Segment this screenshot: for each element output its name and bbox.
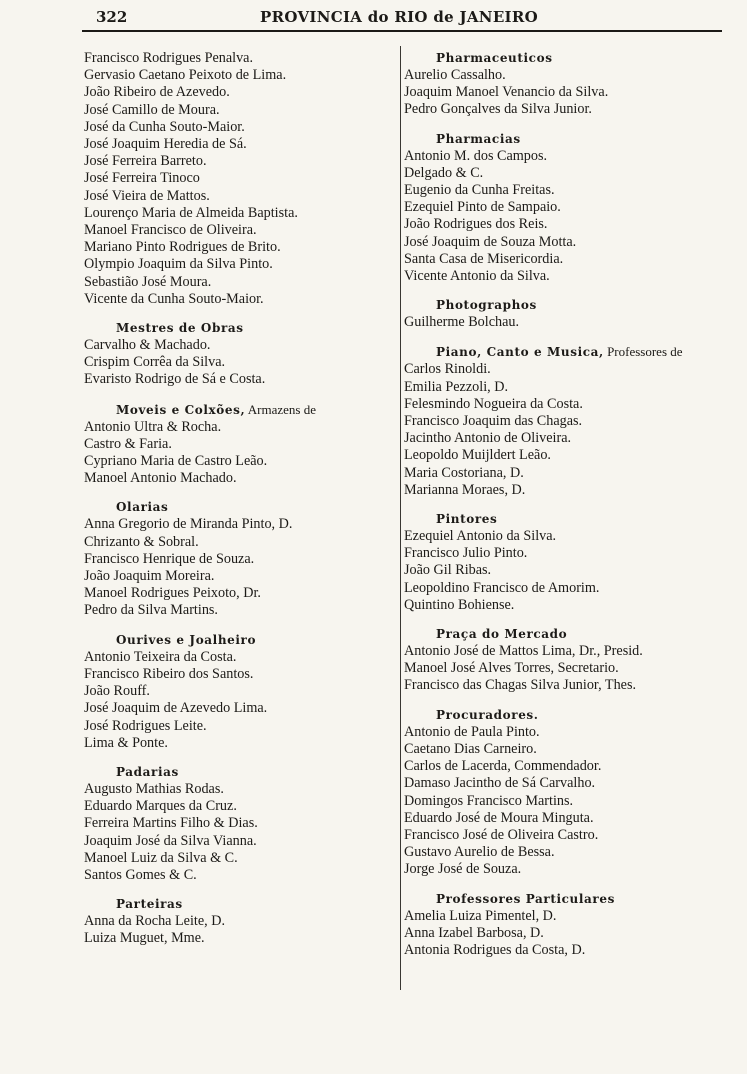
section-heading	[404, 511, 734, 528]
directory-entry: Antonio de Paula Pinto.	[404, 723, 540, 740]
directory-entry: Francisco das Chagas Silva Junior, Thes.	[404, 677, 637, 694]
directory-entry: Cypriano Maria de Castro Leão.	[84, 453, 268, 470]
directory-entry: Manoel Luiz da Silva & C.	[84, 849, 238, 866]
directory-entry: Gervasio Caetano Peixoto de Lima.	[84, 67, 287, 84]
section-heading	[404, 297, 734, 314]
section-pharmacias	[404, 131, 734, 286]
section-heading	[404, 131, 734, 148]
directory-entry: Jacintho Antonio de Oliveira.	[404, 430, 572, 447]
directory-entry: João Rodrigues dos Reis.	[404, 216, 548, 233]
directory-entry: Chrizanto & Sobral.	[84, 533, 199, 550]
section-professores-particulares	[404, 891, 734, 960]
section-heading	[84, 764, 392, 781]
directory-entry: Eduardo José de Moura Minguta.	[404, 809, 594, 826]
directory-entry: Joaquim Manoel Venancio da Silva.	[404, 84, 609, 101]
section-procuradores	[404, 707, 734, 879]
directory-entry: Ezequiel Antonio da Silva.	[404, 528, 557, 545]
directory-entry: Guilherme Bolchau.	[404, 314, 520, 331]
section-heading-title: Photographos	[436, 298, 537, 313]
directory-entry: Anna da Rocha Leite, D.	[84, 913, 226, 930]
section-heading-title: Procuradores.	[436, 707, 539, 722]
directory-entry: Anna Izabel Barbosa, D.	[404, 924, 544, 941]
directory-entry: Antonio Teixeira da Costa.	[84, 648, 237, 665]
directory-entry: José Joaquim de Azevedo Lima.	[84, 700, 268, 717]
directory-entry: Manoel Antonio Machado.	[84, 470, 237, 487]
directory-entry: João Rouff.	[84, 683, 150, 700]
section-padarias	[84, 764, 392, 884]
directory-entry: Ezequiel Pinto de Sampaio.	[404, 199, 561, 216]
directory-entry: Santos Gomes & C.	[84, 866, 197, 883]
directory-entry: Carvalho & Machado.	[84, 337, 211, 354]
section-olarias	[84, 499, 392, 619]
section-heading-title: Parteiras	[116, 897, 183, 912]
directory-entry: Aurelio Cassalho.	[404, 67, 506, 83]
directory-entry: Lima & Ponte.	[84, 734, 168, 751]
directory-entry: José Joaquim Heredia de Sá.	[84, 136, 247, 153]
directory-entry: Vicente da Cunha Souto-Maior.	[84, 290, 264, 307]
section-moveis-e-colxoes	[84, 401, 392, 488]
directory-entry: Mariano Pinto Rodrigues de Brito.	[84, 239, 281, 256]
section-heading	[404, 707, 734, 724]
directory-entry: José Ferreira Tinoco	[84, 170, 200, 187]
page-header	[90, 6, 720, 30]
directory-entry: Maria Costoriana, D.	[404, 464, 524, 481]
directory-entry: Sebastião José Moura.	[84, 273, 212, 290]
directory-entry: Francisco Ribeiro dos Santos.	[84, 665, 254, 682]
directory-entry: Caetano Dias Carneiro.	[404, 740, 537, 757]
section-heading	[84, 320, 392, 337]
directory-entry: Vicente Antonio da Silva.	[404, 268, 550, 285]
directory-entry: Francisco Henrique de Souza.	[84, 550, 255, 567]
section-praca-do-mercado	[404, 626, 734, 695]
directory-entry: Olympio Joaquim da Silva Pinto.	[84, 256, 273, 273]
directory-entry: José Rodrigues Leite.	[84, 717, 207, 734]
directory-entry: Francisco José de Oliveira Castro.	[404, 826, 599, 843]
directory-entry: Pedro da Silva Martins.	[84, 602, 218, 619]
directory-entry: Emilia Pezzoli, D.	[404, 378, 509, 395]
section-heading-title: Moveis e Colxões,	[116, 402, 246, 417]
section-heading-title: Piano, Canto e Musica,	[436, 345, 604, 360]
section-heading-title: Pintores	[436, 512, 498, 527]
section-heading-title: Padarias	[116, 764, 179, 779]
directory-entry: Ferreira Martins Filho & Dias.	[84, 815, 258, 832]
section-piano-canto-e-musica	[404, 343, 734, 499]
section-heading	[404, 343, 734, 361]
directory-entry: José Camillo de Moura.	[84, 101, 220, 118]
directory-entry: Castro & Faria.	[84, 435, 172, 452]
section-heading-note: Professores de	[603, 344, 683, 360]
directory-entry: Joaquim José da Silva Vianna.	[84, 832, 257, 849]
directory-entry: José Vieira de Mattos.	[84, 187, 210, 204]
section-heading	[404, 626, 734, 643]
directory-entry: Domingos Francisco Martins.	[404, 792, 574, 809]
section-heading	[84, 499, 392, 516]
directory-entry: João Ribeiro de Azevedo.	[84, 84, 230, 101]
section-heading-title: Pharmaceuticos	[436, 51, 553, 65]
directory-entry: Francisco Rodrigues Penalva.	[84, 50, 254, 66]
column-divider	[400, 46, 401, 990]
directory-entry: Evaristo Rodrigo de Sá e Costa.	[84, 371, 266, 388]
directory-entry: Eugenio da Cunha Freitas.	[404, 182, 555, 199]
directory-entry: José Ferreira Barreto.	[84, 153, 207, 170]
directory-entry: Carlos Rinoldi.	[404, 361, 491, 378]
section-heading-note: Armazens de	[245, 401, 317, 417]
directory-entry: Felesmindo Nogueira da Costa.	[404, 395, 583, 412]
section-photographos	[404, 297, 734, 331]
directory-entry: Luiza Muguet, Mme.	[84, 930, 205, 947]
section-heading-title: Professores Particulares	[436, 891, 615, 906]
directory-entry: João Joaquim Moreira.	[84, 568, 215, 585]
directory-entry: Francisco Joaquim das Chagas.	[404, 413, 583, 430]
directory-entry: Leopoldo Muijldert Leão.	[404, 447, 551, 464]
directory-entry: Amelia Luiza Pimentel, D.	[404, 907, 557, 924]
right-sections	[404, 50, 734, 959]
section-heading	[84, 401, 392, 419]
directory-entry: Quintino Bohiense.	[404, 596, 515, 613]
directory-entry: Manoel Francisco de Oliveira.	[84, 222, 257, 239]
directory-entry: Augusto Mathias Rodas.	[84, 780, 224, 797]
directory-entry: Marianna Moraes, D.	[404, 481, 526, 498]
page-number: 322	[96, 8, 128, 26]
section-heading	[84, 896, 392, 913]
directory-entry: Antonia Rodrigues da Costa, D.	[404, 941, 586, 958]
directory-entry: Carlos de Lacerda, Commendador.	[404, 758, 602, 775]
section-heading-title: Olarias	[116, 500, 169, 515]
section-parteiras	[84, 896, 392, 947]
directory-entry: João Gil Ribas.	[404, 562, 492, 579]
section-heading	[404, 50, 734, 67]
directory-entry: Santa Casa de Misericordia.	[404, 250, 564, 267]
directory-entry: Francisco Julio Pinto.	[404, 545, 528, 562]
section-pintores	[404, 511, 734, 614]
right-column	[404, 50, 734, 959]
directory-entry: Eduardo Marques da Cruz.	[84, 798, 237, 815]
section-heading	[404, 891, 734, 908]
directory-entry: Delgado & C.	[404, 164, 484, 181]
section-mestres-de-obras	[84, 320, 392, 389]
section-ourives-e-joalheiro	[84, 632, 392, 752]
directory-entry: Damaso Jacintho de Sá Carvalho.	[404, 775, 596, 792]
directory-entry: Manoel José Alves Torres, Secretario.	[404, 660, 619, 677]
directory-entry: José da Cunha Souto-Maior.	[84, 118, 245, 135]
directory-entry: José Joaquim de Souza Motta.	[404, 233, 577, 250]
directory-entry: Crispim Corrêa da Silva.	[84, 354, 226, 371]
directory-entry: Jorge José de Souza.	[404, 861, 522, 878]
directory-entry: Pedro Gonçalves da Silva Junior.	[404, 101, 592, 118]
left-sections	[84, 320, 392, 947]
section-heading-title: Praça do Mercado	[436, 627, 568, 642]
directory-entry: Antonio M. dos Campos.	[404, 147, 548, 164]
section-heading-title: Ourives e Joalheiro	[116, 632, 257, 647]
directory-entry: Anna Gregorio de Miranda Pinto, D.	[84, 516, 293, 533]
directory-entry: Lourenço Maria de Almeida Baptista.	[84, 204, 298, 221]
directory-entry: Antonio José de Mattos Lima, Dr., Presid.	[404, 643, 643, 660]
left-column	[84, 50, 392, 948]
lead-entry-list	[84, 50, 392, 308]
directory-entry: Manoel Rodrigues Peixoto, Dr.	[84, 585, 261, 602]
directory-entry: Gustavo Aurelio de Bessa.	[404, 844, 555, 861]
running-title: PROVINCIA do RIO de JANEIRO	[260, 8, 538, 26]
section-heading-title: Pharmacias	[436, 131, 521, 146]
section-heading	[84, 632, 392, 649]
section-pharmaceuticos	[404, 50, 734, 119]
section-heading-title: Mestres de Obras	[116, 321, 244, 336]
header-rule	[82, 30, 722, 32]
directory-entry: Leopoldino Francisco de Amorim.	[404, 579, 600, 596]
directory-entry: Antonio Ultra & Rocha.	[84, 418, 222, 435]
